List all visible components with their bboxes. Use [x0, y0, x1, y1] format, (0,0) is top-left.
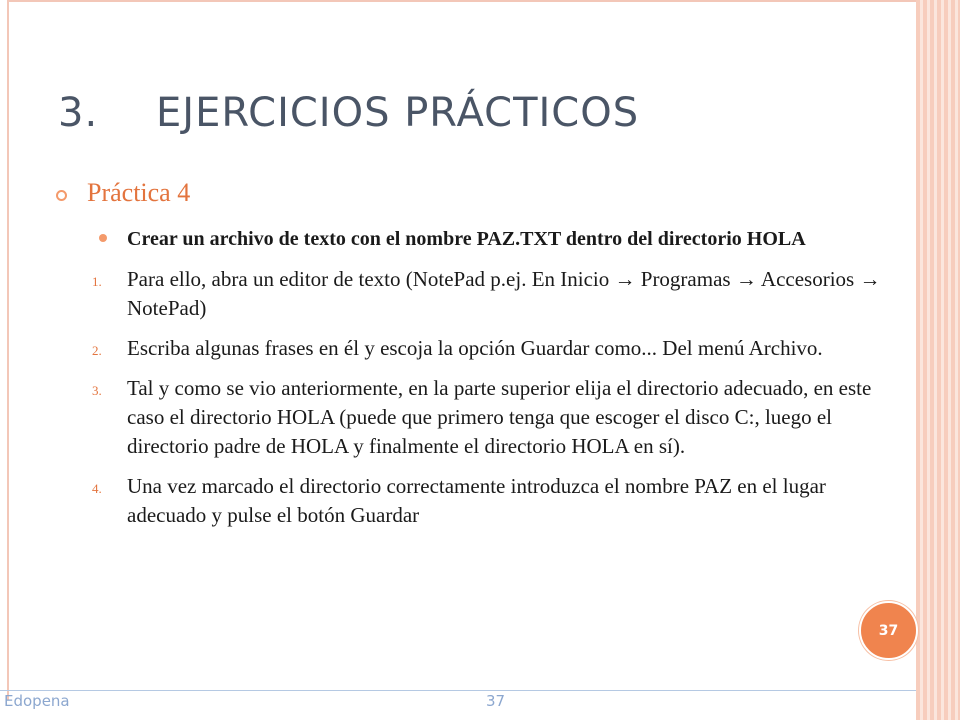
step-text: Tal y como se vio anteriormente, en la parte superior elija el directorio adecuado, en este caso el directorio HOLA (puede que primero tenga que escoger el disco C:, luego el directorio padre de HOLA y finalmente el directorio HOLA en sí).: [127, 376, 872, 458]
bullet-dot-icon: [99, 234, 107, 242]
list-item: [90, 334, 910, 363]
title-number: 3.: [58, 90, 99, 136]
slide-frame-left: [7, 0, 9, 700]
subtitle-row: [56, 178, 190, 208]
task-text: Crear un archivo de texto con el nombre PAZ.TXT dentro del directorio HOLA: [127, 228, 806, 250]
list-marker: 4.: [92, 481, 102, 496]
ring-bullet-icon: [56, 190, 67, 201]
step-text: Para ello, abra un editor de texto (NotePad p.ej. En Inicio → Programas → Accesorios → NotePad): [127, 267, 881, 320]
subtitle: Práctica 4: [87, 178, 191, 207]
list-marker: 2.: [92, 343, 102, 358]
title-text: EJERCICIOS PRÁCTICOS: [156, 90, 640, 136]
list-marker: 3.: [92, 383, 102, 398]
slide-title: [58, 90, 639, 136]
list-item: [90, 265, 910, 323]
slide-content: [90, 224, 910, 541]
step-text: Escriba algunas frases en él y escoja la opción Guardar como... Del menú Archivo.: [127, 336, 823, 360]
list-item: [90, 374, 910, 461]
list-item: [90, 472, 910, 530]
decorative-stripes: [916, 0, 960, 720]
page-number-badge: 37: [859, 601, 918, 660]
step-text: Una vez marcado el directorio correctamente introduzca el nombre PAZ en el lugar adecuado y pulse el botón Guardar: [127, 474, 826, 527]
footer-divider: [0, 690, 916, 691]
list-marker: 1.: [92, 274, 102, 289]
footer-author: Edopena: [4, 692, 70, 710]
task-item: [90, 224, 910, 254]
slide-frame-top: [7, 0, 917, 2]
footer-page-number: 37: [486, 692, 506, 710]
